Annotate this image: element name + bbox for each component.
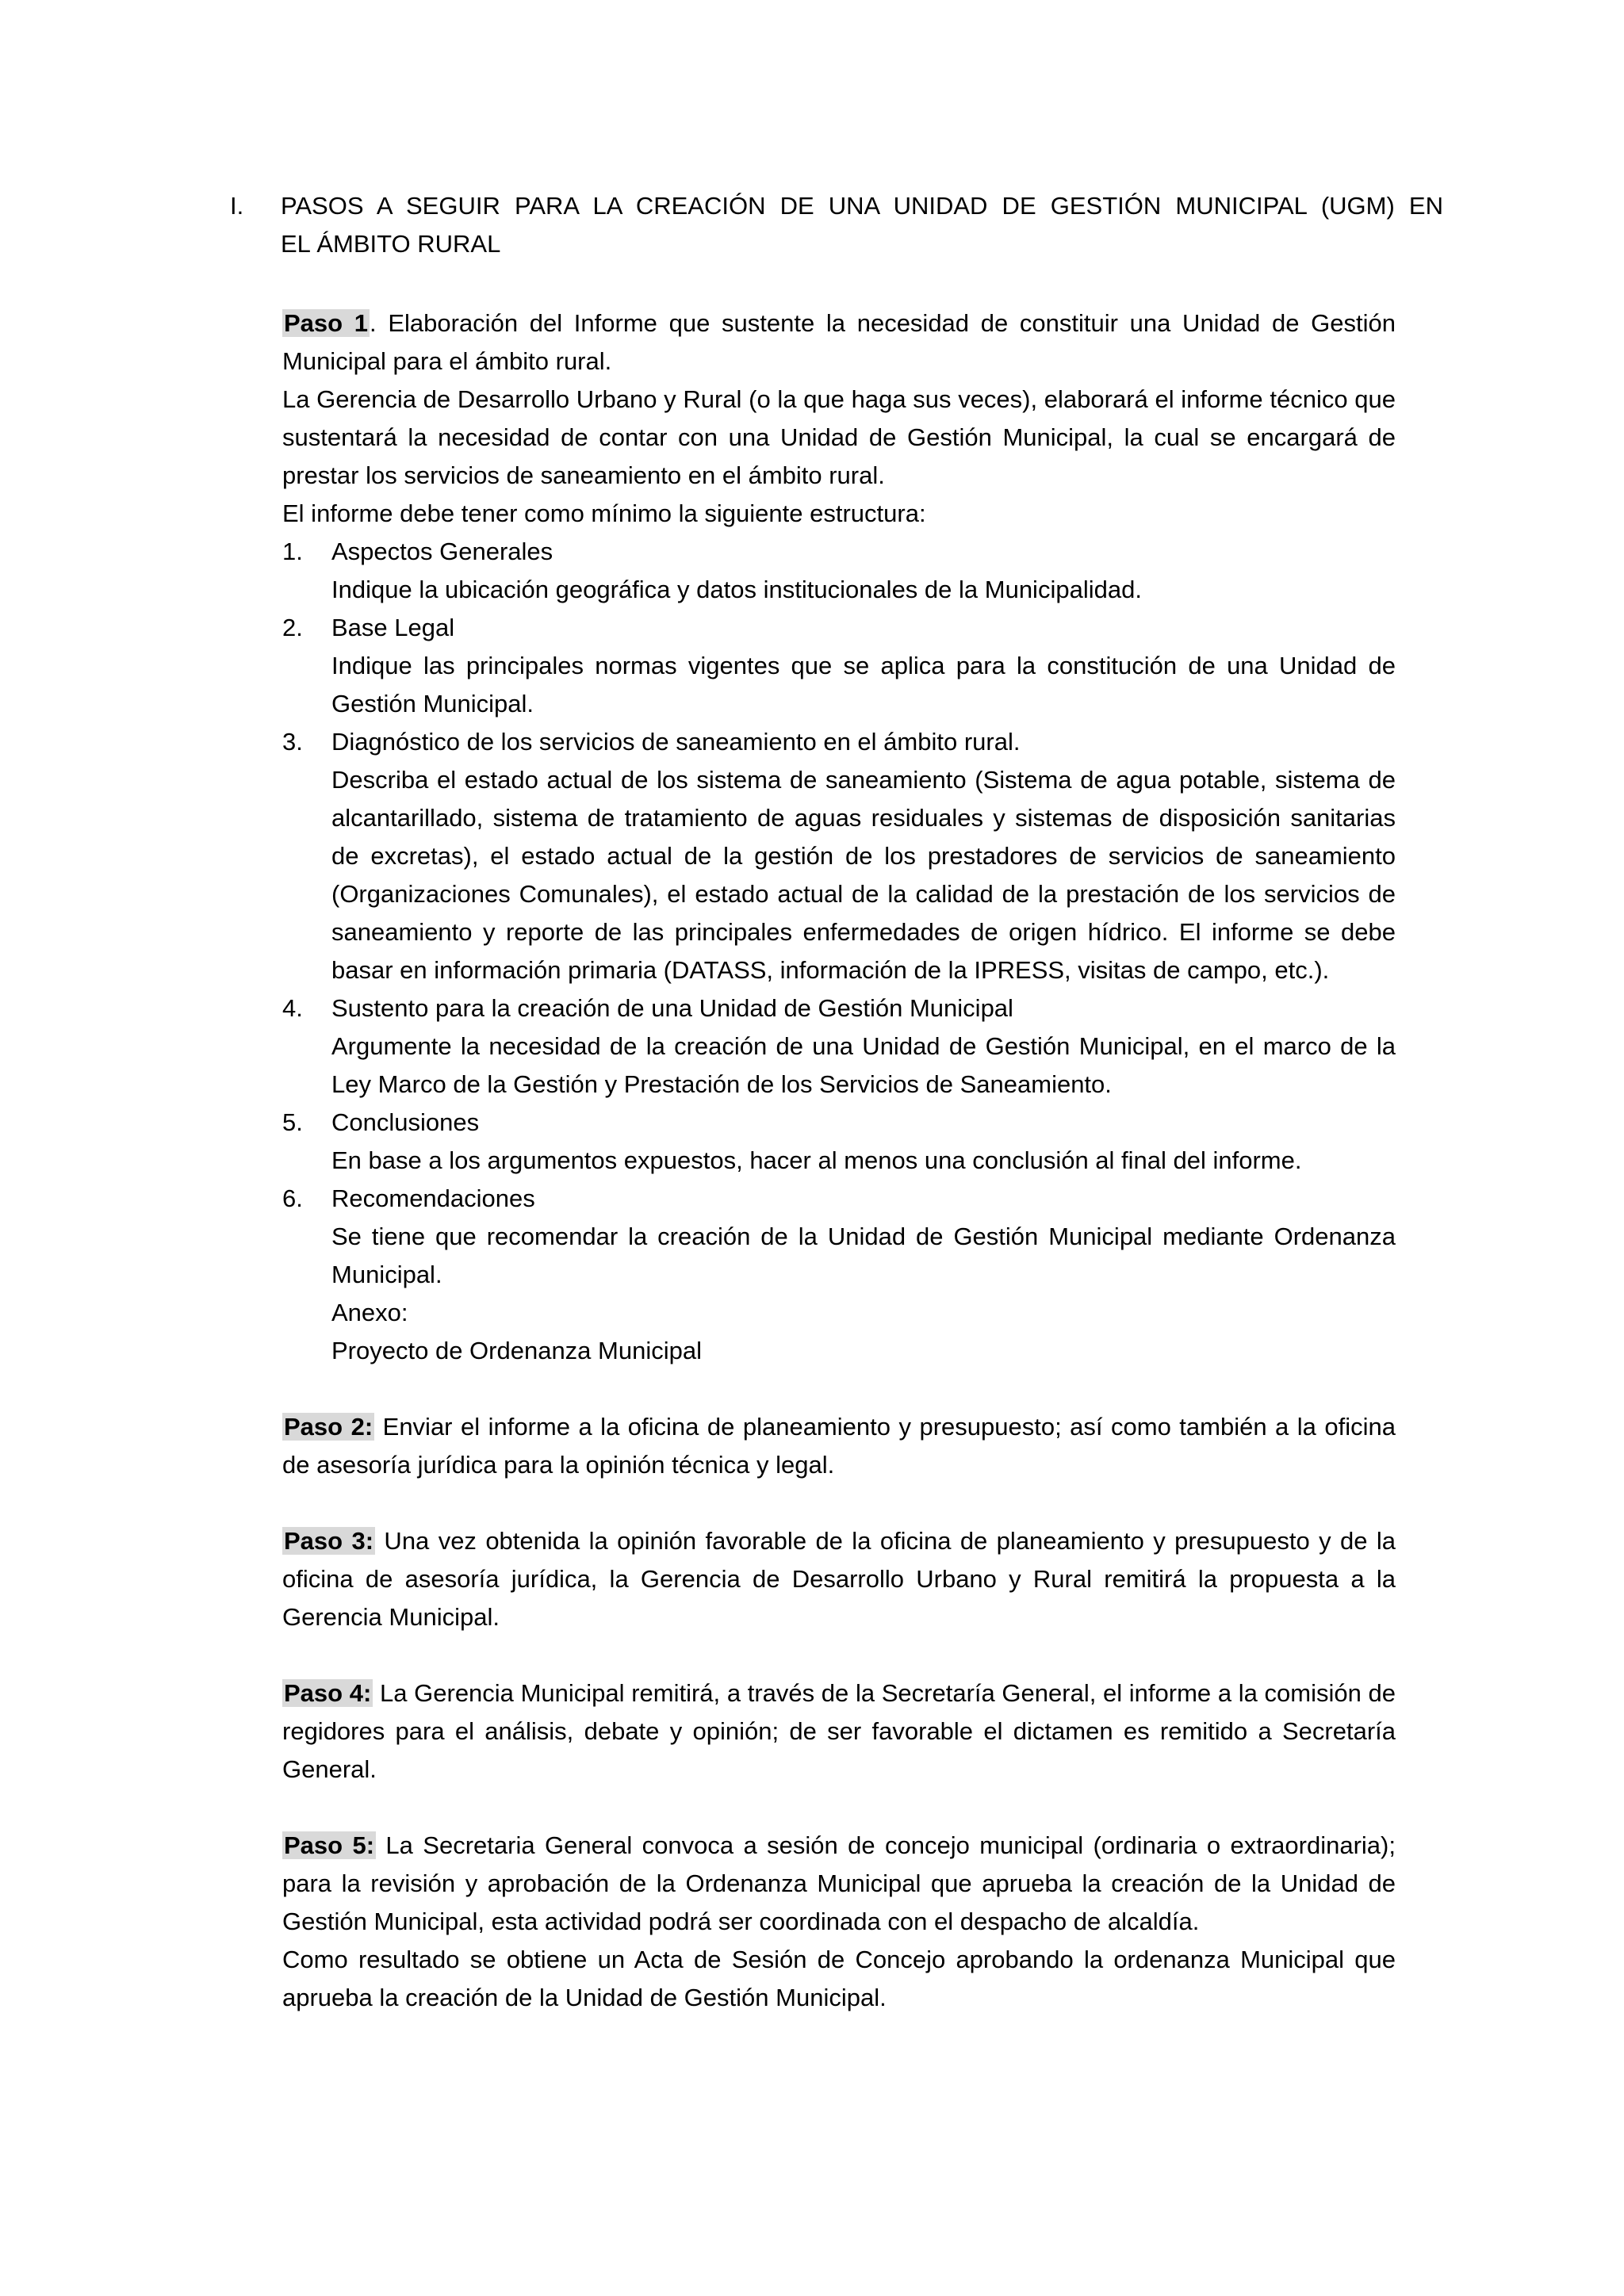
paso-2-label: Paso 2: bbox=[284, 1413, 373, 1441]
list-item-number: 3. bbox=[282, 728, 303, 756]
paso-2-text: Enviar el informe a la oficina de planeamiento y presupuesto; así como también a la oficina de asesoría jurídica para la opinión técnica y legal. bbox=[282, 1413, 1396, 1479]
paso-5-text: La Secretaria General convoca a sesión de concejo municipal (ordinaria o extraordinaria); para la revisión y aprobación de la Ordenanza Municipal que aprueba la creación de la Unidad de Gestión Municipal, esta actividad podrá ser coordinada con el despacho de alcaldía. bbox=[282, 1831, 1396, 1935]
paso-1-heading bbox=[282, 304, 1396, 381]
list-item-title: Recomendaciones bbox=[331, 1184, 535, 1212]
list-item-description: Indique la ubicación geográfica y datos institucionales de la Municipalidad. bbox=[331, 576, 1142, 603]
list-item-number: 6. bbox=[282, 1184, 303, 1212]
section-number: I. bbox=[230, 192, 244, 220]
paso-3-text: Una vez obtenida la opinión favorable de la oficina de planeamiento y presupuesto y de la oficina de asesoría jurídica, la Gerencia de Desarrollo Urbano y Rural remitirá la propuesta a la Gerencia Municipal. bbox=[282, 1527, 1396, 1631]
list-item-number: 2. bbox=[282, 614, 303, 641]
list-item-description: En base a los argumentos expuestos, hacer al menos una conclusión al final del informe. bbox=[331, 1146, 1302, 1174]
paso-1-paragraph-2: El informe debe tener como mínimo la siguiente estructura: bbox=[282, 499, 926, 527]
annex-label: Anexo: bbox=[331, 1299, 408, 1326]
annex-value: Proyecto de Ordenanza Municipal bbox=[331, 1337, 702, 1364]
list-item-title: Conclusiones bbox=[331, 1108, 480, 1136]
list-item bbox=[282, 609, 1396, 723]
spacer bbox=[282, 1789, 1396, 1827]
section-title-line-2: EL ÁMBITO RURAL bbox=[281, 230, 501, 258]
section-title-line-1: PASOS A SEGUIR PARA LA CREACIÓN DE UNA UNIDAD DE GESTIÓN MUNICIPAL (UGM) EN bbox=[281, 192, 1443, 220]
paso-5-paragraph bbox=[282, 1827, 1396, 1941]
list-item-number: 1. bbox=[282, 538, 303, 565]
paso-4-text: La Gerencia Municipal remitirá, a través de la Secretaría General, el informe a la comisión de regidores para el análisis, debate y opinión; de ser favorable el dictamen es remitido a Secretaría General. bbox=[282, 1679, 1396, 1783]
spacer bbox=[282, 1636, 1396, 1674]
list-item-title: Base Legal bbox=[331, 614, 455, 641]
paso-3-label: Paso 3: bbox=[284, 1527, 374, 1555]
list-item bbox=[282, 1180, 1396, 1370]
paso-1-paragraph-1: La Gerencia de Desarrollo Urbano y Rural (o la que haga sus veces), elaborará el informe técnico que sustentará la necesidad de contar con una Unidad de Gestión Municipal, la cual se encargará de prestar los servicios de saneamiento en el ámbito rural. bbox=[282, 385, 1396, 489]
document-body bbox=[282, 304, 1396, 2017]
paso-1-title: . Elaboración del Informe que sustente la necesidad de constituir una Unidad de Gestión Municipal para el ámbito rural. bbox=[282, 309, 1396, 375]
paso-3-paragraph bbox=[282, 1522, 1396, 1636]
paso-1-label: Paso 1 bbox=[284, 309, 369, 337]
list-item-number: 5. bbox=[282, 1108, 303, 1136]
list-item bbox=[282, 989, 1396, 1104]
spacer bbox=[282, 1370, 1396, 1408]
paso-4-label: Paso 4: bbox=[284, 1679, 372, 1707]
paso-2-paragraph bbox=[282, 1408, 1396, 1484]
list-item-description: Describa el estado actual de los sistema de saneamiento (Sistema de agua potable, sistema de alcantarillado, sistema de tratamiento de aguas residuales y sistemas de disposición sanitarias de excretas), el estado actual de la gestión de los prestadores de servicios de saneamiento (Organizaciones Comunales), el estado actual de la calidad de la prestación de los servicios de saneamiento y reporte de las principales enfermedades de origen hídrico. El informe se debe basar en información primaria (DATASS, información de la IPRESS, visitas de campo, etc.). bbox=[331, 766, 1396, 984]
list-item-title: Sustento para la creación de una Unidad de Gestión Municipal bbox=[331, 994, 1013, 1022]
list-item-description: Argumente la necesidad de la creación de una Unidad de Gestión Municipal, en el marco de la Ley Marco de la Gestión y Prestación de los Servicios de Saneamiento. bbox=[331, 1032, 1396, 1098]
paso-4-paragraph bbox=[282, 1674, 1396, 1789]
list-item-description: Se tiene que recomendar la creación de la Unidad de Gestión Municipal mediante Ordenanza Municipal. bbox=[331, 1223, 1396, 1288]
list-item bbox=[282, 723, 1396, 989]
paso-5-result: Como resultado se obtiene un Acta de Sesión de Concejo aprobando la ordenanza Municipal que aprueba la creación de la Unidad de Gestión Municipal. bbox=[282, 1946, 1396, 2011]
list-item-title: Aspectos Generales bbox=[331, 538, 553, 565]
spacer bbox=[282, 1484, 1396, 1522]
paso-5-label: Paso 5: bbox=[284, 1831, 375, 1859]
structure-list bbox=[282, 533, 1396, 1370]
list-item bbox=[282, 533, 1396, 609]
list-item-number: 4. bbox=[282, 994, 303, 1022]
list-item bbox=[282, 1104, 1396, 1180]
section-title bbox=[281, 187, 1443, 263]
list-item-title: Diagnóstico de los servicios de saneamiento en el ámbito rural. bbox=[331, 728, 1021, 756]
list-item-description: Indique las principales normas vigentes que se aplica para la constitución de una Unidad de Gestión Municipal. bbox=[331, 652, 1396, 718]
